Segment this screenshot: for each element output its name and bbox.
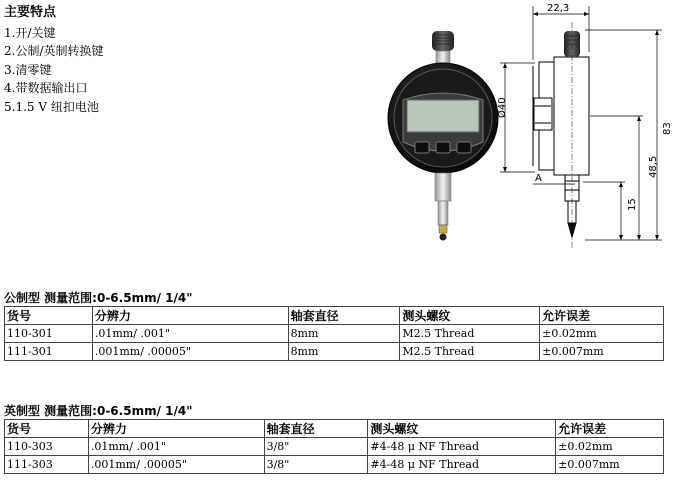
cell-resolution: .01mm/ .001" [92, 325, 288, 343]
cell-resolution: .01mm/ .001" [88, 438, 264, 456]
features-heading: 主要特点 [4, 5, 57, 20]
dim-diameter-label: Ø40 [497, 97, 508, 118]
header-cell: 货号 [5, 307, 93, 325]
dim-total-label: 83 [662, 122, 673, 135]
dim-mid-label: 48,5 [648, 155, 659, 178]
cell-accuracy: ±0.007mm [540, 343, 664, 361]
cell-thread: #4-48 μ NF Thread [368, 456, 556, 474]
table-row [5, 456, 664, 474]
header-cell: 货号 [5, 420, 89, 438]
cell-model: 111-303 [5, 456, 89, 474]
lcd-screen-icon [407, 100, 479, 132]
feature-item: 3.清零键 [4, 62, 52, 77]
cell-stem-diameter: 8mm [288, 343, 400, 361]
table-header-row [5, 420, 664, 438]
power-button-icon [415, 142, 429, 153]
zero-button-icon [457, 142, 471, 153]
table-header-row [5, 307, 664, 325]
header-cell: 允许误差 [540, 307, 664, 325]
dim-a-label: A [535, 173, 542, 184]
features-list [4, 4, 104, 116]
cell-model: 110-301 [5, 325, 93, 343]
cell-stem-diameter: 8mm [288, 325, 400, 343]
product-drawing [385, 0, 674, 270]
probe-tip-icon [440, 234, 447, 241]
cell-model: 111-301 [5, 343, 93, 361]
cell-stem-diameter: 3/8" [264, 438, 368, 456]
table-row [5, 438, 664, 456]
feature-item: 1.开/关键 [4, 26, 56, 40]
header-cell: 测头螺纹 [368, 420, 556, 438]
imperial-spec-table [4, 419, 664, 474]
feature-item: 2.公制/英制转换键 [4, 44, 104, 59]
cell-resolution: .001mm/ .00005" [92, 343, 288, 361]
cell-accuracy: ±0.007mm [556, 456, 664, 474]
dim-low-label: 15 [627, 198, 638, 211]
cell-stem-diameter: 3/8" [264, 456, 368, 474]
cell-resolution: .001mm/ .00005" [88, 456, 264, 474]
dim-width-label: 22,3 [547, 3, 570, 14]
header-cell: 轴套直径 [288, 307, 400, 325]
dimension-labels [496, 3, 673, 211]
header-cell: 分辨力 [88, 420, 264, 438]
header-cell: 分辨力 [92, 307, 288, 325]
metric-section-title: 公制型 测量范围:0-6.5mm/ 1/4" [4, 291, 193, 305]
feature-item: 5.1.5 V 纽扣电池 [4, 99, 99, 114]
table-row [5, 325, 664, 343]
front-view [388, 31, 498, 241]
cell-model: 110-303 [5, 438, 89, 456]
side-view [533, 22, 589, 248]
cell-accuracy: ±0.02mm [556, 438, 664, 456]
metric-spec-table [4, 306, 664, 361]
header-cell: 允许误差 [556, 420, 664, 438]
table-row [5, 343, 664, 361]
imperial-section-title: 英制型 测量范围:0-6.5mm/ 1/4" [4, 404, 193, 418]
header-cell: 轴套直径 [264, 420, 368, 438]
cell-thread: #4-48 μ NF Thread [368, 438, 556, 456]
unit-button-icon [436, 142, 450, 153]
cell-thread: M2.5 Thread [400, 343, 540, 361]
header-cell: 测头螺纹 [400, 307, 540, 325]
cell-thread: M2.5 Thread [400, 325, 540, 343]
feature-item: 4.带数据输出口 [4, 81, 88, 96]
cell-accuracy: ±0.02mm [540, 325, 664, 343]
